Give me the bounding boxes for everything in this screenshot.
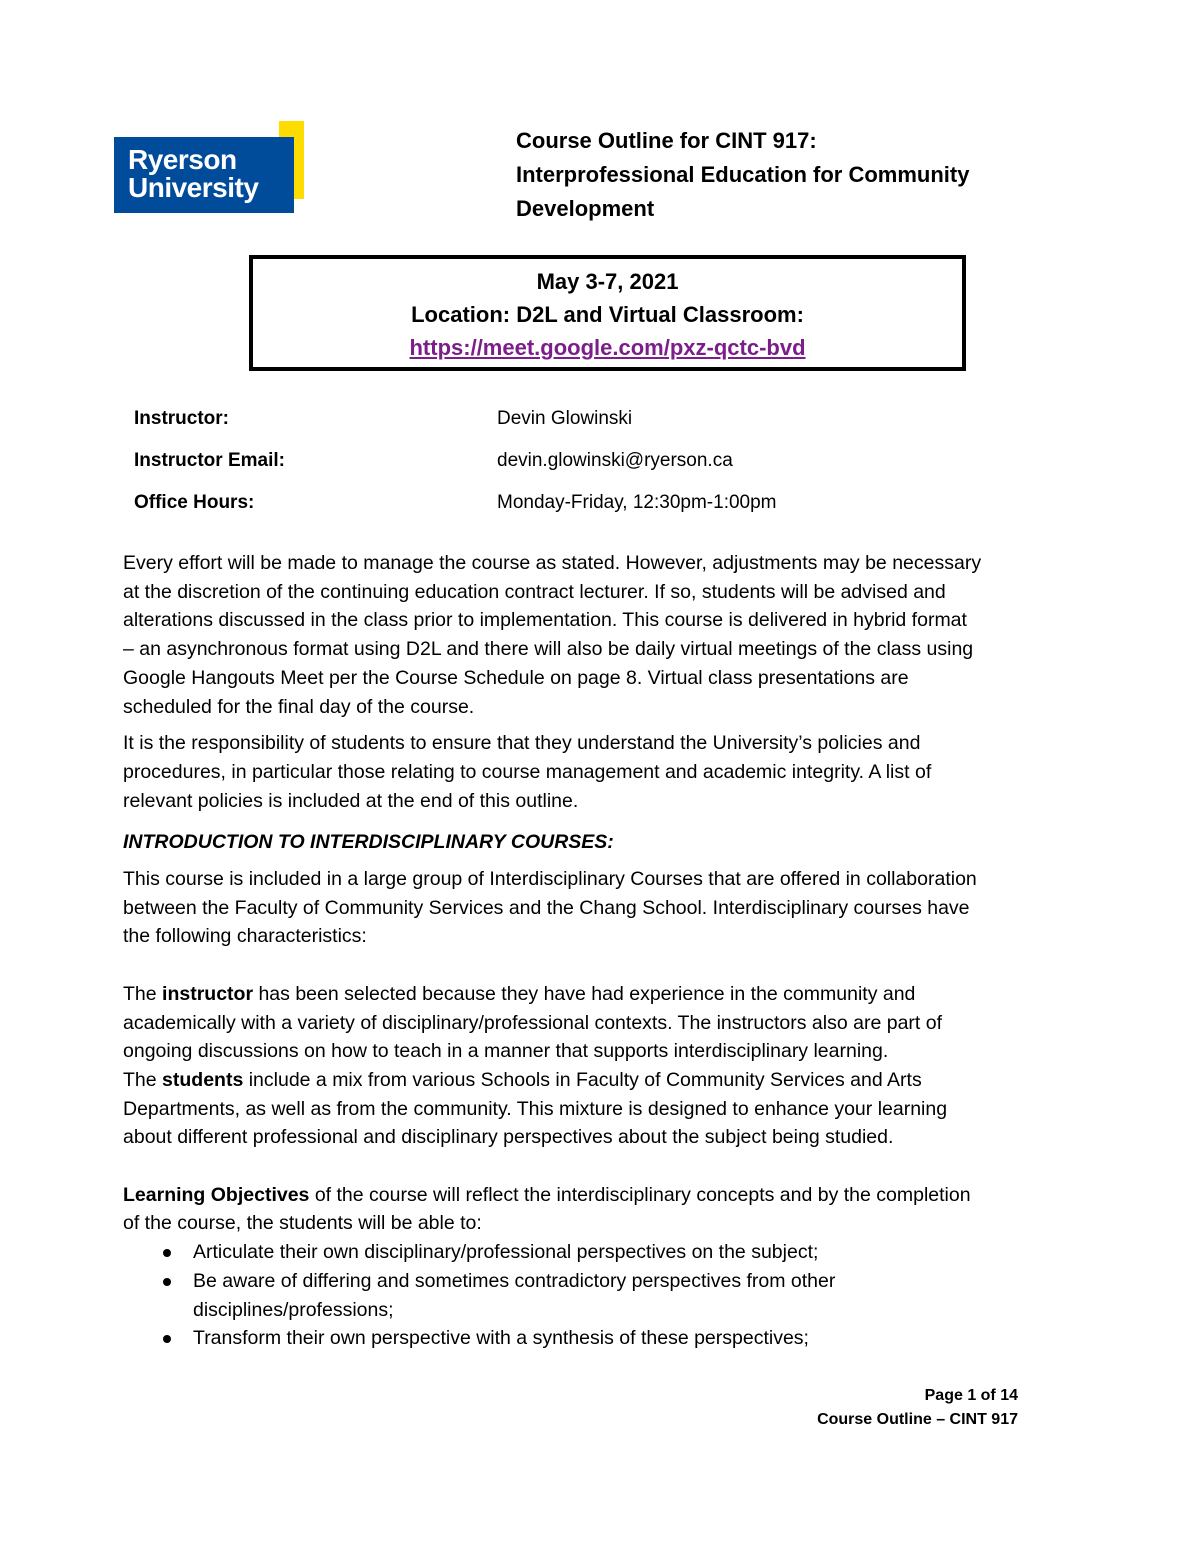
text-run: Be aware of differing and sometimes contradictory perspectives from other disciplines/professions;: [193, 1269, 836, 1321]
instructor-email-label: Instructor Email:: [134, 450, 285, 471]
text-line: about different professional and disciplinary perspectives about the subject being studied.: [123, 1126, 894, 1149]
text-line: the following characteristics:: [123, 925, 367, 948]
instructor-email-row: [134, 446, 1034, 488]
list-item: Transform their own perspective with a synthesis of these perspectives;: [123, 1324, 1083, 1353]
course-title-line-3: Development: [516, 196, 655, 221]
text-line: scheduled for the final day of the course.: [123, 695, 475, 718]
office-hours-value: Monday-Friday, 12:30pm-1:00pm: [497, 492, 777, 513]
text-line: Google Hangouts Meet per the Course Schedule on page 8. Virtual class presentations are: [123, 666, 909, 689]
logo-text-university: University: [128, 172, 259, 203]
course-location: Location: D2L and Virtual Classroom:: [411, 302, 804, 327]
course-title: [516, 124, 1076, 226]
text-line: Departments, as well as from the community. This mixture is designed to enhance your learning: [123, 1097, 948, 1120]
office-hours-row: [134, 488, 1034, 530]
text-line: procedures, in particular those relating to course management and academic integrity. A list of: [123, 760, 932, 783]
virtual-classroom-link[interactable]: https://meet.google.com/pxz-qctc-bvd: [409, 335, 806, 360]
intro-paragraph: [123, 549, 1083, 721]
text-line: relevant policies is included at the end of this outline.: [123, 789, 579, 812]
course-title-line-2: Interprofessional Education for Community: [516, 162, 970, 187]
list-item: Articulate their own disciplinary/professional perspectives on the subject;: [123, 1238, 1083, 1267]
office-hours-label: Office Hours:: [134, 492, 255, 513]
instructor-details: [134, 404, 1034, 530]
text-run: has been selected because they have had experience in the community and: [253, 982, 916, 1005]
text-line: at the discretion of the continuing education contract lecturer. If so, students will be advised and: [123, 580, 946, 603]
objectives-paragraph: [123, 1181, 1083, 1238]
text-run: include a mix from various Schools in Faculty of Community Services and Arts: [243, 1068, 922, 1091]
text-line: Every effort will be made to manage the course as stated. However, adjustments may be necessary: [123, 552, 982, 574]
text-line: ongoing discussions on how to teach in a manner that supports interdisciplinary learning.: [123, 1040, 889, 1063]
text-run: of the course will reflect the interdisciplinary concepts and by the completion: [309, 1183, 971, 1206]
text-run: The: [123, 982, 163, 1005]
text-line: It is the responsibility of students to ensure that they understand the University’s policies and: [123, 732, 921, 755]
page-number: Page 1 of 14: [924, 1387, 1018, 1404]
instructor-value: Devin Glowinski: [497, 408, 633, 429]
course-info-box: [249, 255, 966, 371]
interdisciplinary-paragraph: [123, 865, 1083, 951]
students-paragraph: [123, 1066, 1083, 1152]
text-line: academically with a variety of disciplinary/professional contexts. The instructors also are part of: [123, 1011, 943, 1034]
instructor-label: Instructor:: [134, 408, 229, 429]
instructor-row: [134, 404, 1034, 446]
responsibility-paragraph: [123, 729, 1083, 815]
ryerson-university-logo: [114, 121, 304, 213]
list-item: [123, 1267, 1013, 1324]
bold-term: students: [162, 1068, 244, 1091]
page-footer: [817, 1384, 1018, 1432]
text-line: – an asynchronous format using D2L and there will also be daily virtual meetings of the class using: [123, 638, 974, 661]
footer-doc-title: Course Outline – CINT 917: [817, 1411, 1018, 1428]
course-title-line-1: Course Outline for CINT 917:: [516, 128, 817, 153]
bold-term: Learning Objectives: [123, 1183, 310, 1206]
section-heading: INTRODUCTION TO INTERDISCIPLINARY COURSES:: [123, 831, 614, 854]
bold-term: instructor: [162, 982, 254, 1005]
instructor-paragraph: [123, 980, 1083, 1066]
objectives-list: [123, 1238, 1083, 1353]
text-line: between the Faculty of Community Services and the Chang School. Interdisciplinary courses have: [123, 896, 970, 919]
text-run: The: [123, 1068, 163, 1091]
course-dates: May 3-7, 2021: [536, 269, 679, 294]
document-body: [123, 549, 1083, 1353]
text-line: This course is included in a large group of Interdisciplinary Courses that are offered in collaboration: [123, 868, 977, 891]
logo-text-ryerson: Ryerson: [128, 144, 237, 175]
text-line: of the course, the students will be able to:: [123, 1212, 482, 1235]
text-line: alterations discussed in the class prior to implementation. This course is delivered in hybrid format: [123, 609, 967, 632]
instructor-email-value: devin.glowinski@ryerson.ca: [497, 450, 733, 471]
